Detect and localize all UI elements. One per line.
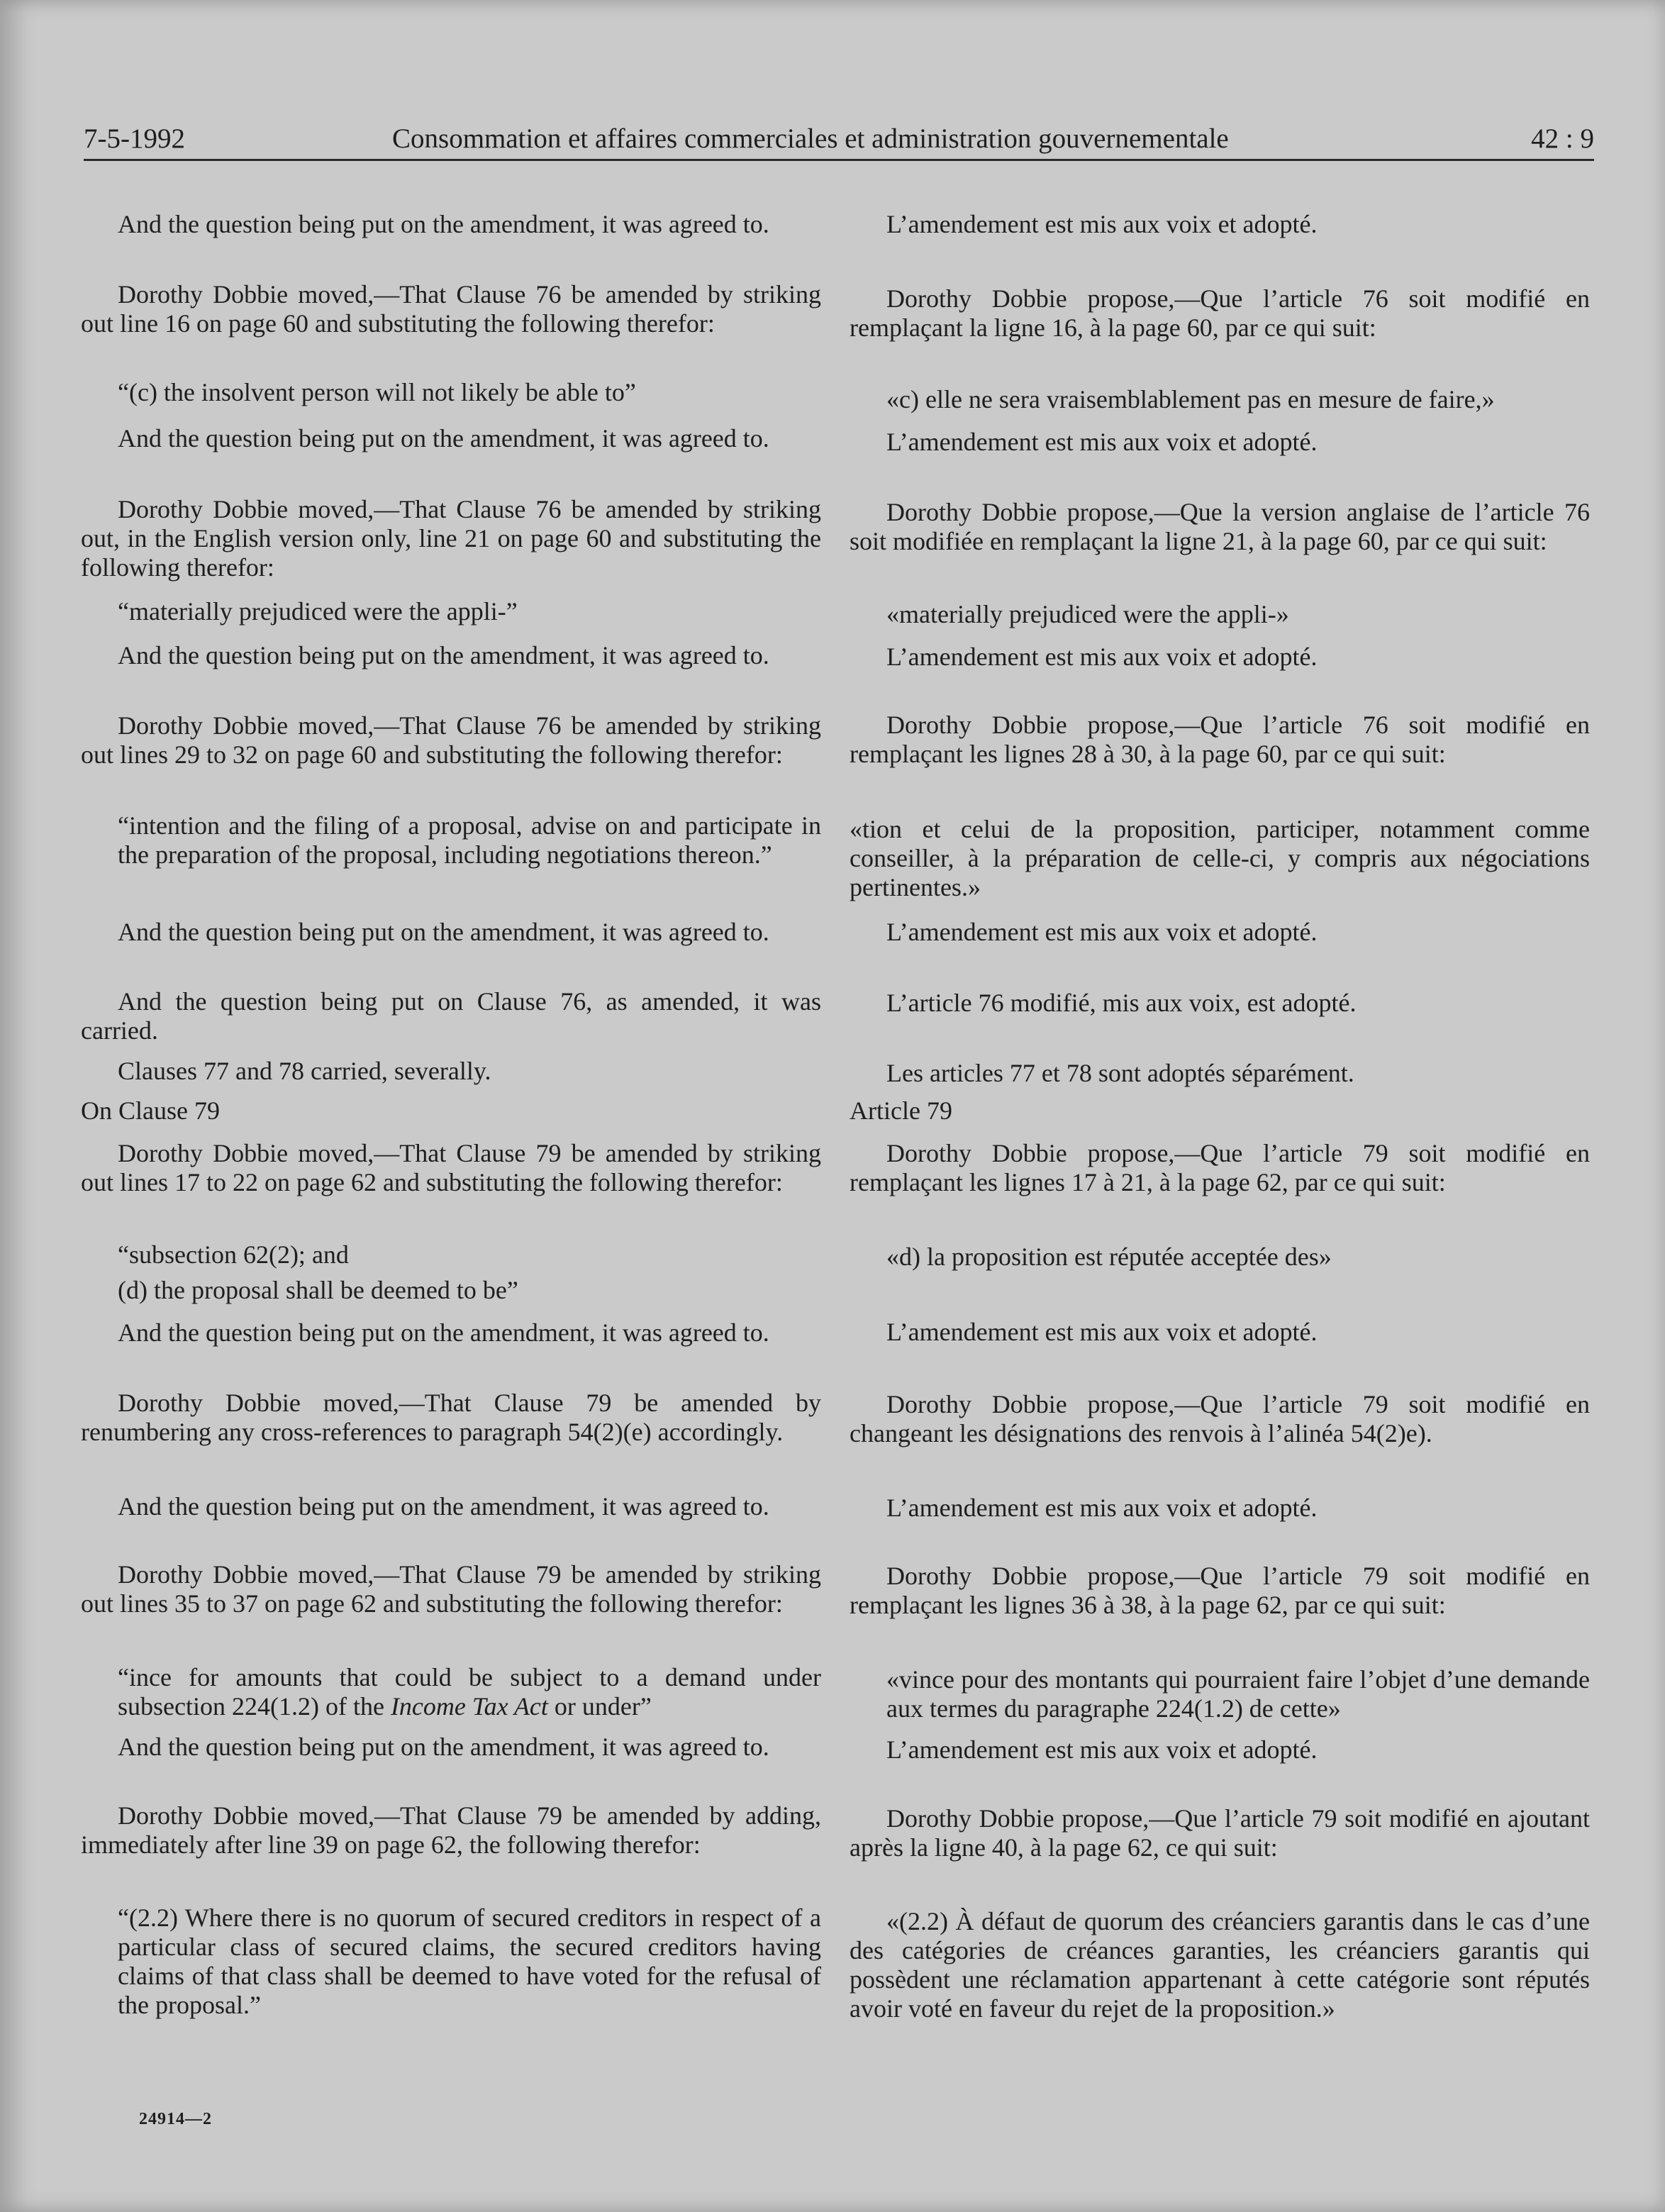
en-quote: “(2.2) Where there is no quorum of secured creditors in respect of a particular class of secured claims, the secured creditors having claims of that class shall be deemed to have voted for the refusal of the proposal.” <box>118 1903 821 2019</box>
en-paragraph: And the question being put on the amendment, it was agreed to. <box>118 1492 769 1521</box>
en-quote: “subsection 62(2); and <box>118 1240 349 1269</box>
fr-paragraph: L’amendement est mis aux voix et adopté. <box>886 210 1318 238</box>
header-page-number: 42 : 9 <box>1531 123 1594 154</box>
en-paragraph: Dorothy Dobbie moved,—That Clause 79 be amended by adding, immediately after line 39 on page 62, the following therefor: <box>81 1801 821 1859</box>
fr-paragraph: L’amendement est mis aux voix et adopté. <box>886 1318 1318 1346</box>
en-quote-text: or under” <box>547 1692 652 1721</box>
fr-quote: «materially prejudiced were the appli-» <box>886 600 1289 628</box>
fr-paragraph: Les articles 77 et 78 sont adoptés séparément. <box>886 1059 1354 1087</box>
en-quote: (d) the proposal shall be deemed to be” <box>118 1276 518 1304</box>
en-paragraph: Dorothy Dobbie moved,—That Clause 76 be amended by striking out line 16 on page 60 and substituting the following therefor: <box>81 280 821 338</box>
fr-paragraph: Dorothy Dobbie propose,—Que l’article 76 soit modifié en remplaçant les lignes 28 à 30, à la page 60, par ce qui suit: <box>850 711 1590 768</box>
fr-paragraph: Dorothy Dobbie propose,—Que l’article 79 soit modifié en ajoutant après la ligne 40, à la page 62, ce qui suit: <box>850 1804 1590 1862</box>
fr-paragraph: Dorothy Dobbie propose,—Que l’article 76 soit modifié en remplaçant la ligne 16, à la page 60, par ce qui suit: <box>850 284 1590 342</box>
french-column <box>850 0 1590 2212</box>
fr-paragraph: Dorothy Dobbie propose,—Que la version anglaise de l’article 76 soit modifiée en remplaçant la ligne 21, à la page 60, par ce qui suit: <box>850 498 1590 555</box>
en-paragraph: Dorothy Dobbie moved,—That Clause 79 be amended by striking out lines 17 to 22 on page 62 and substituting the following therefor: <box>81 1139 821 1196</box>
en-paragraph: Dorothy Dobbie moved,—That Clause 79 be amended by striking out lines 35 to 37 on page 62 and substituting the following therefor: <box>81 1560 821 1618</box>
fr-paragraph: L’amendement est mis aux voix et adopté. <box>886 1494 1318 1522</box>
fr-quote: «c) elle ne sera vraisemblablement pas en mesure de faire,» <box>886 385 1495 413</box>
en-paragraph: Dorothy Dobbie moved,—That Clause 79 be amended by renumbering any cross-references to paragraph 54(2)(e) accordingly. <box>81 1389 821 1446</box>
en-quote: “intention and the filing of a proposal, advise on and participate in the preparation of the proposal, including negotiations thereon.” <box>118 811 821 869</box>
en-paragraph: And the question being put on the amendment, it was agreed to. <box>118 918 769 946</box>
fr-paragraph: Dorothy Dobbie propose,—Que l’article 79 soit modifié en remplaçant les lignes 17 à 21, à la page 62, par ce qui suit: <box>850 1139 1590 1196</box>
en-paragraph: And the question being put on Clause 76, as amended, it was carried. <box>81 987 821 1045</box>
en-paragraph: Dorothy Dobbie moved,—That Clause 76 be amended by striking out, in the English version only, line 21 on page 60 and substituting the following therefor: <box>81 495 821 582</box>
header-title: Consommation et affaires commerciales et administration gouvernementale <box>392 123 1229 154</box>
english-column <box>81 0 821 2212</box>
fr-paragraph: L’amendement est mis aux voix et adopté. <box>886 918 1318 946</box>
fr-paragraph: Dorothy Dobbie propose,—Que l’article 79 soit modifié en changeant les désignations des renvois à l’alinéa 54(2)e). <box>850 1390 1590 1447</box>
en-paragraph: And the question being put on the amendment, it was agreed to. <box>118 424 769 452</box>
fr-paragraph: L’amendement est mis aux voix et adopté. <box>886 643 1318 671</box>
en-quote: “(c) the insolvent person will not likely be able to” <box>118 378 636 406</box>
en-quote <box>118 1663 821 1721</box>
print-code: 24914—2 <box>139 2110 212 2128</box>
fr-quote: «tion et celui de la proposition, participer, notamment comme conseiller, à la préparation de celle-ci, y compris aux négociations pertinentes.» <box>850 815 1590 901</box>
fr-paragraph: L’article 76 modifié, mis aux voix, est adopté. <box>886 989 1357 1017</box>
fr-quote: «(2.2) À défaut de quorum des créanciers garantis dans le cas d’une des catégories de créances garanties, les créanciers garantis qui possèdent une réclamation appartenant à cette catégorie sont réputés avoir voté en faveur du rejet de la proposition.» <box>850 1907 1590 2023</box>
en-paragraph: And the question being put on the amendment, it was agreed to. <box>118 641 769 669</box>
fr-quote: «d) la proposition est réputée acceptée des» <box>886 1243 1332 1271</box>
en-quote: “materially prejudiced were the appli-” <box>118 597 518 626</box>
en-quote-italic: Income Tax Act <box>390 1692 548 1721</box>
en-quote-text: “ince for amounts that could be subject to a demand under subsection 224(1.2) of the <box>118 1663 821 1721</box>
en-paragraph: And the question being put on the amendment, it was agreed to. <box>118 210 769 238</box>
fr-quote: «vince pour des montants qui pourraient faire l’objet d’une demande aux termes du paragraphe 224(1.2) de cette» <box>886 1665 1590 1723</box>
fr-paragraph: Dorothy Dobbie propose,—Que l’article 79 soit modifié en remplaçant les lignes 36 à 38, à la page 62, par ce qui suit: <box>850 1562 1590 1619</box>
en-paragraph: Clauses 77 and 78 carried, severally. <box>118 1057 491 1085</box>
en-paragraph: Dorothy Dobbie moved,—That Clause 76 be amended by striking out lines 29 to 32 on page 60 and substituting the following therefor: <box>81 711 821 769</box>
header-date: 7-5-1992 <box>84 123 185 154</box>
fr-paragraph: L’amendement est mis aux voix et adopté. <box>886 428 1318 456</box>
en-heading: On Clause 79 <box>81 1096 220 1125</box>
en-paragraph: And the question being put on the amendment, it was agreed to. <box>118 1733 769 1761</box>
en-paragraph: And the question being put on the amendment, it was agreed to. <box>118 1318 769 1347</box>
fr-paragraph: L’amendement est mis aux voix et adopté. <box>886 1735 1318 1764</box>
fr-heading: Article 79 <box>850 1096 952 1125</box>
